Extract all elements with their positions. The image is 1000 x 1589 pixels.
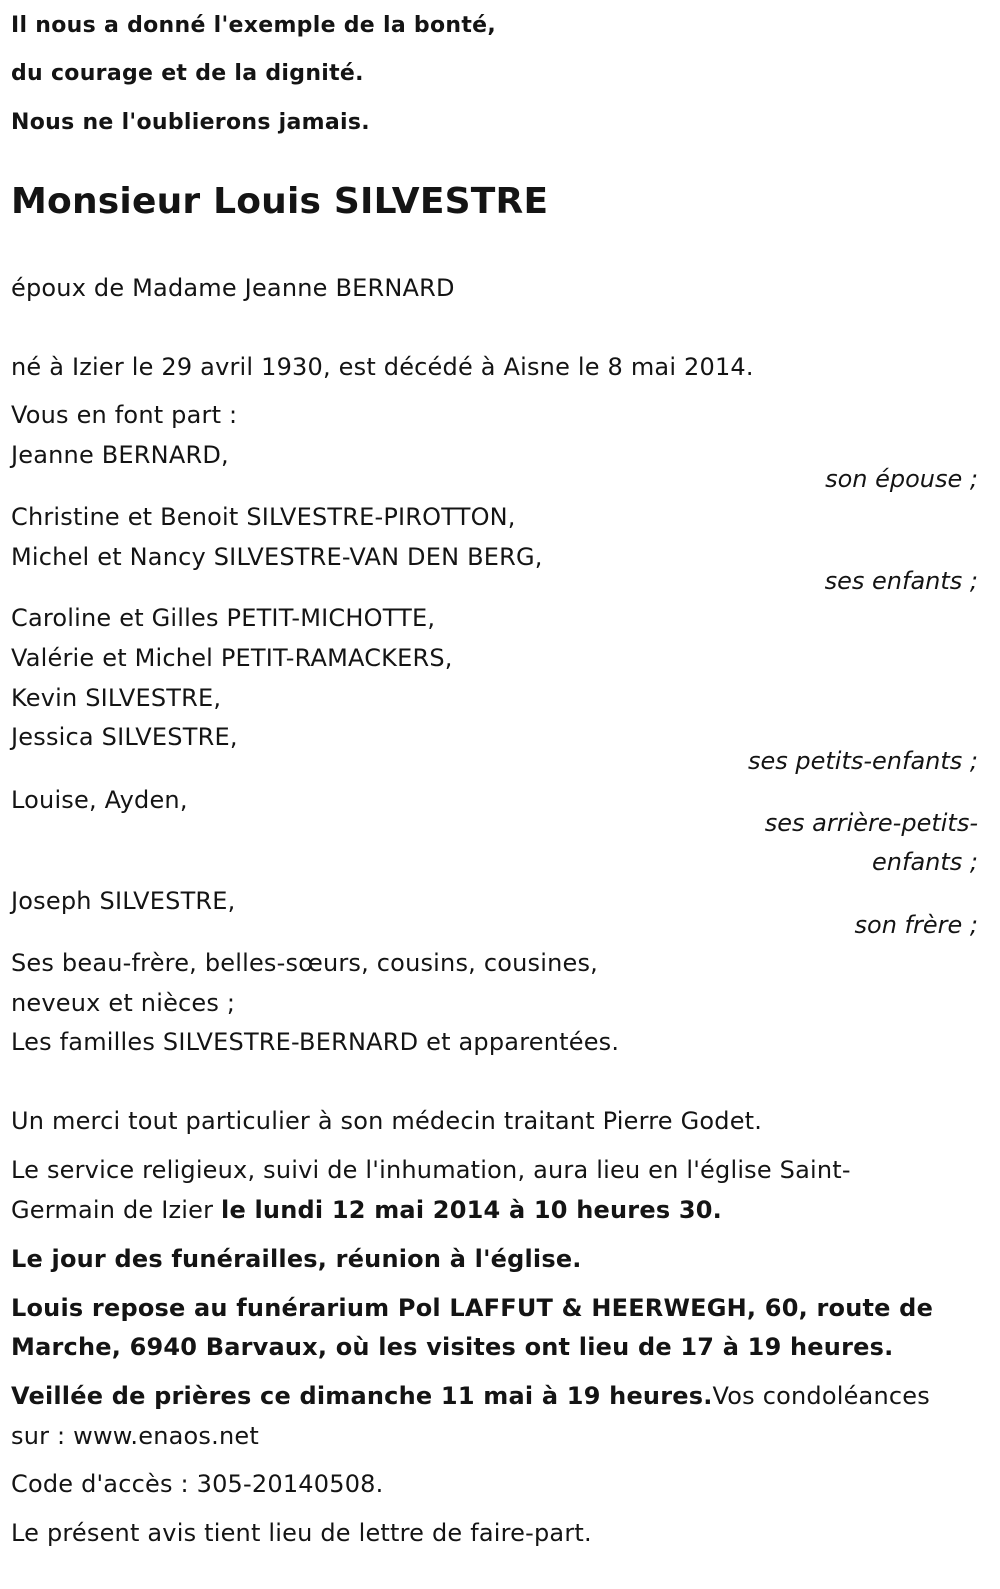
family-grandchild-name: Valérie et Michel PETIT-RAMACKERS, — [11, 644, 453, 672]
family-brother-name: Joseph SILVESTRE, — [11, 887, 236, 915]
family-others-line: neveux et nièces ; — [11, 989, 236, 1017]
motto-line-1: Il nous a donné l'exemple de la bonté, — [11, 13, 497, 38]
family-great-grandchildren-role-line-1: ses arrière-petits- — [764, 809, 978, 837]
family-child-name: Christine et Benoit SILVESTRE-PIROTTON, — [11, 503, 516, 531]
announce-intro: Vous en font part : — [11, 401, 238, 429]
family-grandchildren-role: ses petits-enfants ; — [747, 747, 978, 775]
closing-line: Le présent avis tient lieu de lettre de faire-part. — [11, 1519, 592, 1547]
vigil-line — [11, 1381, 930, 1411]
family-spouse-role: son épouse ; — [825, 465, 978, 493]
family-others-line: Ses beau-frère, belles-sœurs, cousins, cousines, — [11, 949, 598, 977]
vigil-text: Veillée de prières ce dimanche 11 mai à 19 heures. — [11, 1382, 713, 1410]
family-spouse-name: Jeanne BERNARD, — [11, 441, 229, 469]
thanks-line: Un merci tout particulier à son médecin traitant Pierre Godet. — [11, 1107, 763, 1135]
condolences-website: sur : www.enaos.net — [11, 1422, 259, 1450]
meeting-line: Le jour des funérailles, réunion à l'église. — [11, 1245, 582, 1273]
funerarium-line-2: Marche, 6940 Barvaux, où les visites ont lieu de 17 à 19 heures. — [11, 1333, 894, 1361]
family-grandchild-name: Jessica SILVESTRE, — [11, 723, 238, 751]
service-location-text: Germain de Izier — [11, 1196, 222, 1224]
spouse-line: époux de Madame Jeanne BERNARD — [11, 274, 455, 302]
family-grandchild-name: Kevin SILVESTRE, — [11, 684, 222, 712]
service-line-2 — [11, 1195, 722, 1225]
family-grandchild-name: Caroline et Gilles PETIT-MICHOTTE, — [11, 604, 436, 632]
motto-line-3: Nous ne l'oublierons jamais. — [11, 110, 370, 135]
deceased-name: Monsieur Louis SILVESTRE — [11, 181, 549, 222]
family-brother-role: son frère ; — [854, 911, 978, 939]
funerarium-line-1: Louis repose au funérarium Pol LAFFUT & HEERWEGH, 60, route de — [11, 1294, 934, 1322]
family-others-line: Les familles SILVESTRE-BERNARD et apparentées. — [11, 1028, 620, 1056]
service-datetime: le lundi 12 mai 2014 à 10 heures 30. — [221, 1196, 722, 1224]
birth-death-line: né à Izier le 29 avril 1930, est décédé à Aisne le 8 mai 2014. — [11, 353, 754, 381]
family-child-name: Michel et Nancy SILVESTRE-VAN DEN BERG, — [11, 543, 543, 571]
family-great-grandchild-names: Louise, Ayden, — [11, 786, 188, 814]
access-code: Code d'accès : 305-20140508. — [11, 1470, 384, 1498]
family-children-role: ses enfants ; — [824, 567, 978, 595]
service-line-1: Le service religieux, suivi de l'inhumation, aura lieu en l'église Saint- — [11, 1156, 851, 1184]
family-great-grandchildren-role-line-2: enfants ; — [872, 848, 978, 876]
condolences-text: Vos condoléances — [712, 1382, 930, 1410]
motto-line-2: du courage et de la dignité. — [11, 61, 364, 86]
